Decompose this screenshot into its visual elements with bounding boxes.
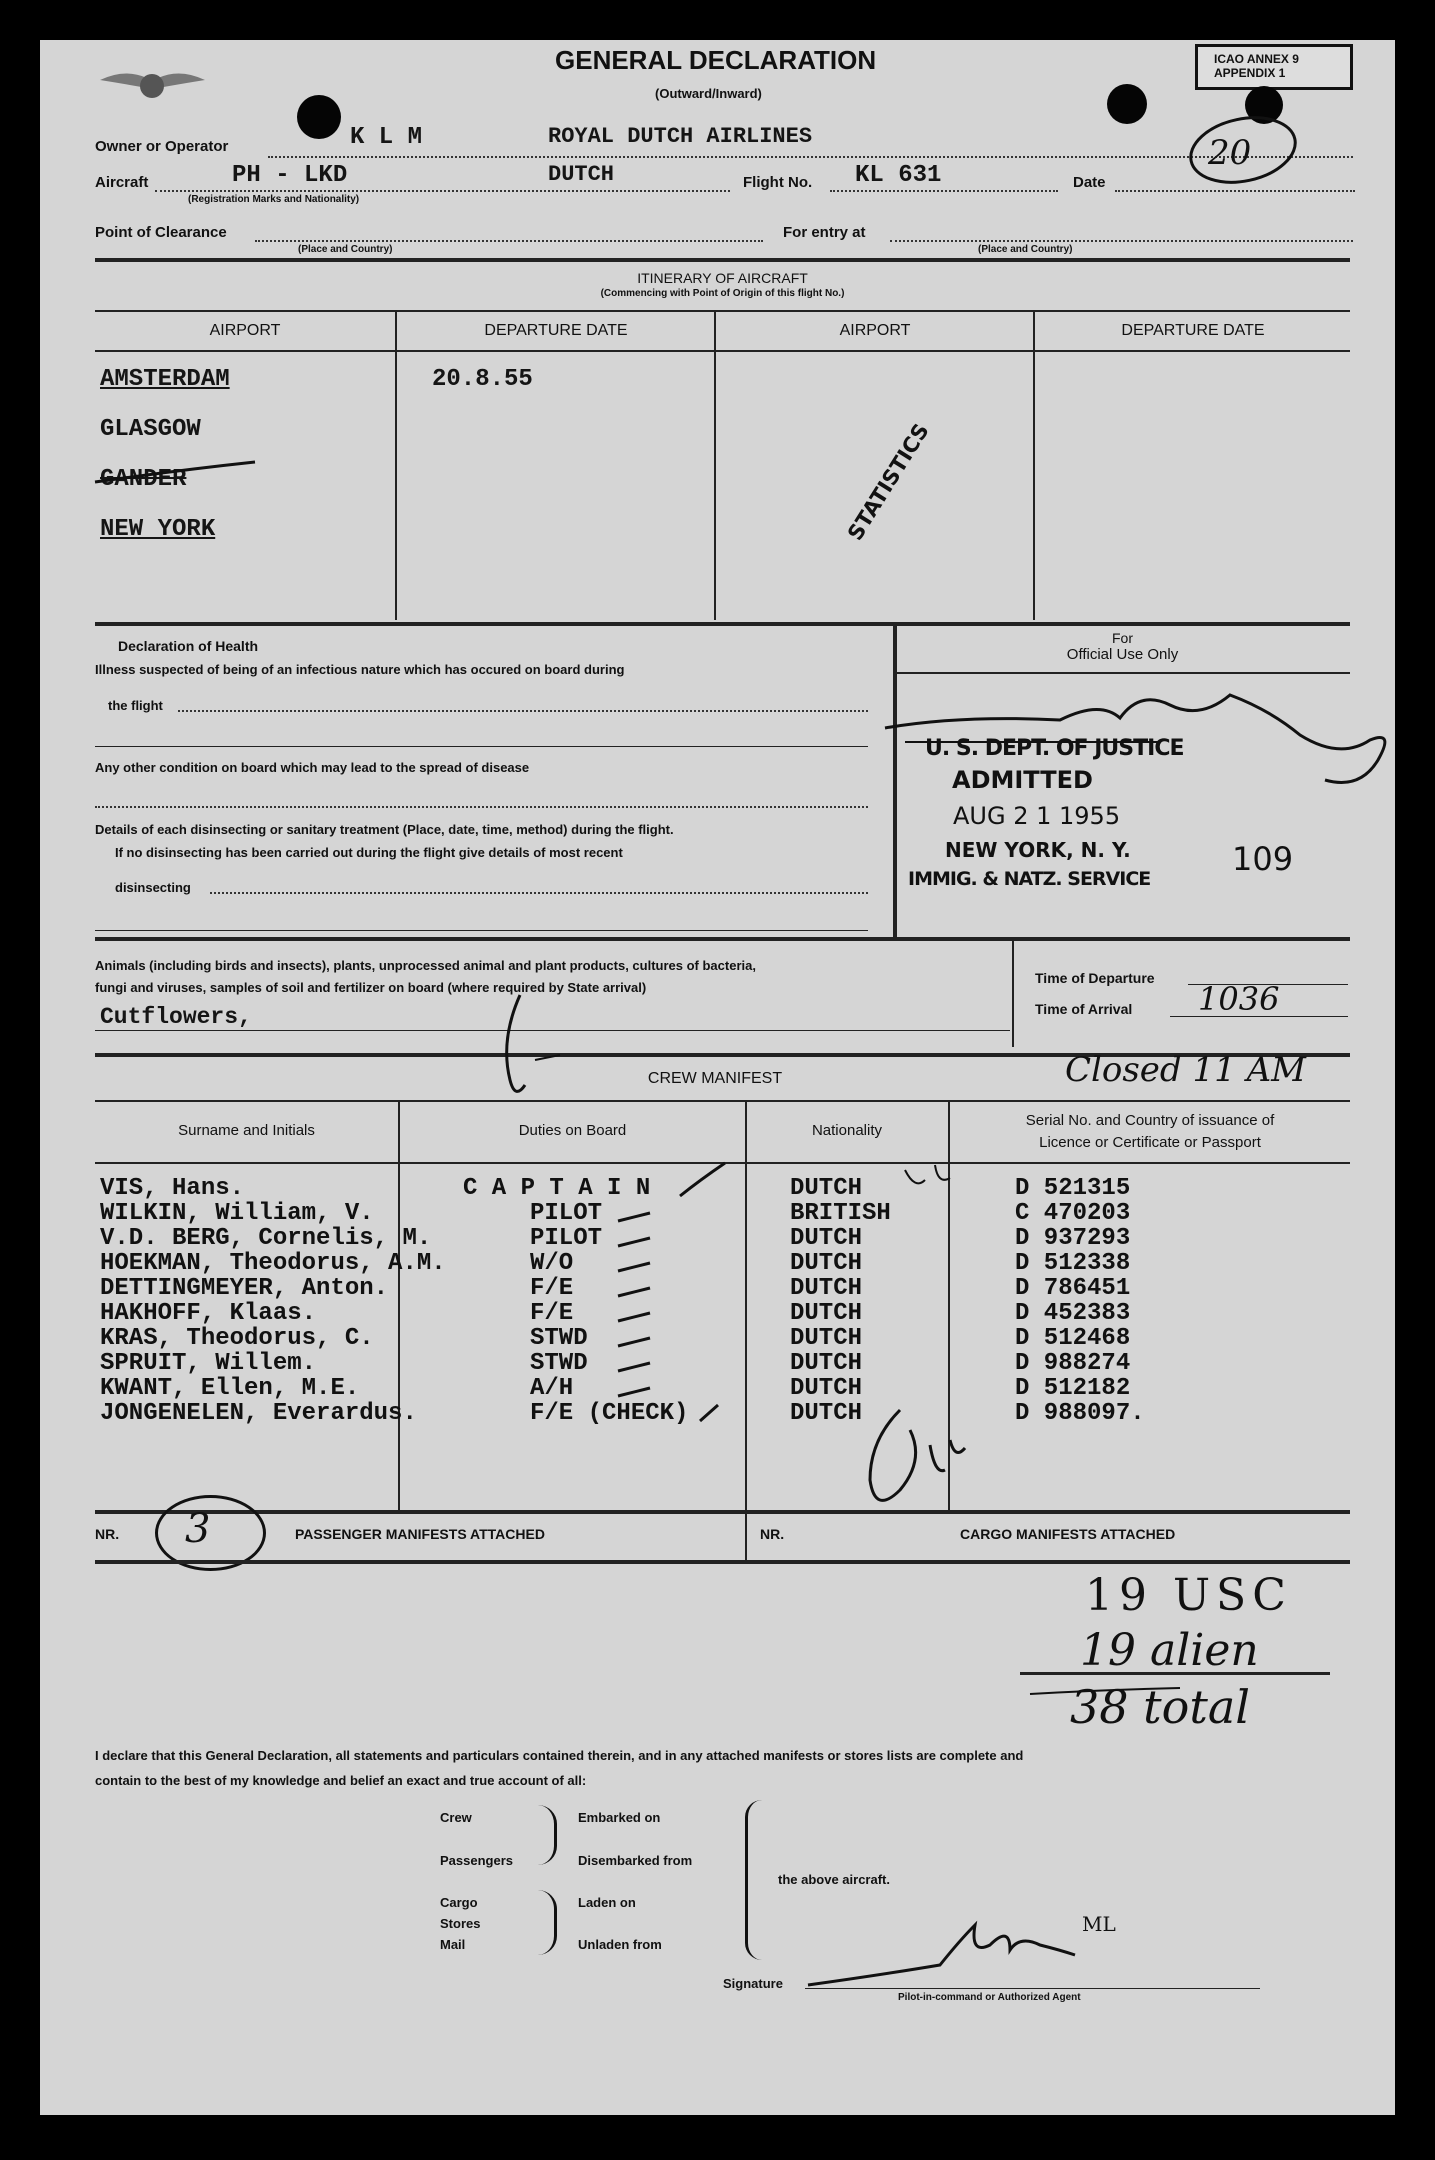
crew-duty: PILOT — [530, 1200, 603, 1227]
signer-note: Pilot-in-command or Authorized Agent — [898, 1992, 1081, 2003]
crew-name: HOEKMAN, Theodorus, A.M. — [100, 1250, 446, 1277]
arrival-time: 1036 — [1198, 980, 1280, 1018]
health-line-1: Illness suspected of being of an infectious nature which has occured on board during — [95, 662, 625, 677]
decl-unladen: Unladen from — [578, 1937, 662, 1952]
crew-duty: STWD — [530, 1325, 588, 1352]
admitted-stamp: ADMITTED — [952, 766, 1093, 794]
date-label: Date — [1073, 174, 1106, 191]
health-title: Declaration of Health — [118, 638, 259, 654]
official-number: 109 — [1232, 840, 1294, 878]
statistics-stamp: STATISTICS — [843, 419, 934, 545]
itinerary-title: ITINERARY OF AIRCRAFT — [637, 270, 808, 286]
crew-serial: D 512338 — [1015, 1250, 1131, 1277]
decl-above-aircraft: the above aircraft. — [778, 1872, 890, 1887]
col-duties: Duties on Board — [518, 1122, 627, 1139]
tally-alien: 19 alien — [1080, 1625, 1259, 1676]
owner-name: ROYAL DUTCH AIRLINES — [548, 124, 813, 149]
health-line-3: Details of each disinsecting or sanitary treatment (Place, date, time, method) during the flight. — [95, 822, 674, 837]
crew-row — [55, 1325, 1355, 1350]
cargo-manifests-label: CARGO MANIFESTS ATTACHED — [960, 1526, 1176, 1542]
arrival-time-label: Time of Arrival — [1035, 1001, 1133, 1017]
brace — [538, 1805, 557, 1865]
col-nationality: Nationality — [811, 1122, 883, 1139]
crew-serial: D 512182 — [1015, 1375, 1131, 1402]
crew-row — [55, 1275, 1355, 1300]
punch-hole — [1245, 86, 1283, 124]
health-line-1b: the flight — [108, 698, 163, 713]
crew-name: V.D. BERG, Cornelis, M. — [100, 1225, 432, 1252]
departure-date: 20.8.55 — [432, 366, 533, 393]
col-surname: Surname and Initials — [178, 1122, 315, 1139]
stamp-city: NEW YORK, N. Y. — [945, 838, 1131, 862]
flight-number: KL 631 — [855, 162, 942, 189]
aircraft-nationality: DUTCH — [548, 162, 615, 187]
stamp-date: AUG 2 1 1955 — [953, 802, 1121, 830]
crew-nationality: DUTCH — [790, 1375, 863, 1402]
stamp-service: IMMIG. & NATZ. SERVICE — [908, 868, 1151, 890]
crew-duty: F/E — [530, 1275, 574, 1302]
decl-laden: Laden on — [578, 1895, 636, 1910]
itinerary-airport: AMSTERDAM — [100, 366, 230, 393]
form-subtitle: (Outward/Inward) — [655, 86, 762, 101]
crew-serial: D 937293 — [1015, 1225, 1131, 1252]
departure-time-label: Time of Departure — [1035, 970, 1155, 986]
passenger-manifests-label: PASSENGER MANIFESTS ATTACHED — [295, 1526, 545, 1542]
crew-row — [55, 1200, 1355, 1225]
crew-name: KRAS, Theodorus, C. — [100, 1325, 374, 1352]
crew-nationality: DUTCH — [790, 1325, 863, 1352]
crew-row — [55, 1375, 1355, 1400]
crew-row — [55, 1300, 1355, 1325]
decl-passengers: Passengers — [440, 1853, 513, 1868]
crew-serial: D 512468 — [1015, 1325, 1131, 1352]
aircraft-label: Aircraft — [95, 174, 149, 191]
flight-number-label: Flight No. — [743, 174, 813, 191]
official-for: For — [1112, 630, 1133, 646]
itinerary-airport: GLASGOW — [100, 416, 201, 443]
itinerary-airport: NEW YORK — [100, 516, 216, 543]
date-handwritten: 20 — [1208, 133, 1252, 173]
crew-name: VIS, Hans. — [100, 1175, 245, 1202]
health-line-2: Any other condition on board which may lead to the spread of disease — [95, 760, 530, 775]
animals-text-2: fungi and viruses, samples of soil and fertilizer on board (where required by State arrival) — [95, 980, 647, 995]
crew-nationality: DUTCH — [790, 1250, 863, 1277]
col-airport-2: AIRPORT — [839, 322, 911, 339]
wings-logo — [95, 62, 210, 107]
crew-nationality: DUTCH — [790, 1275, 863, 1302]
crew-duty: W/O — [530, 1250, 574, 1277]
crew-manifest-title: CREW MANIFEST — [647, 1070, 783, 1087]
crew-row — [55, 1350, 1355, 1375]
tally-total: 38 total — [1070, 1680, 1250, 1734]
crew-name: HAKHOFF, Klaas. — [100, 1300, 317, 1327]
col-serial-2: Licence or Certificate or Passport — [1039, 1134, 1261, 1151]
itinerary-subtitle: (Commencing with Point of Origin of this flight No.) — [600, 288, 845, 299]
punch-hole — [1107, 84, 1147, 124]
registration-note: (Registration Marks and Nationality) — [188, 194, 360, 205]
decl-stores: Stores — [440, 1916, 481, 1931]
crew-serial: D 786451 — [1015, 1275, 1131, 1302]
animals-value: Cutflowers, — [100, 1004, 252, 1030]
crew-serial: D 452383 — [1015, 1300, 1131, 1327]
passenger-manifest-count: 3 — [185, 1506, 211, 1552]
closed-note: Closed 11 AM — [1065, 1050, 1306, 1090]
crew-name: JONGENELEN, Everardus. — [100, 1400, 417, 1427]
crew-serial: D 988274 — [1015, 1350, 1131, 1377]
decl-cargo: Cargo — [440, 1895, 478, 1910]
crew-row — [55, 1250, 1355, 1275]
crew-row — [55, 1400, 1355, 1425]
crew-duty: STWD — [530, 1350, 588, 1377]
declaration-text-2: contain to the best of my knowledge and belief an exact and true account of all: — [95, 1773, 587, 1788]
health-line-3c: disinsecting — [115, 880, 191, 895]
crew-serial: C 470203 — [1015, 1200, 1131, 1227]
official-use-label: Official Use Only — [1066, 646, 1179, 663]
decl-embarked: Embarked on — [578, 1810, 661, 1825]
crew-row — [55, 1225, 1355, 1250]
signature-initials: ML — [1082, 1912, 1116, 1936]
crew-duty: F/E — [530, 1300, 574, 1327]
crew-nationality: BRITISH — [790, 1200, 891, 1227]
crew-name: KWANT, Ellen, M.E. — [100, 1375, 360, 1402]
annex-box: ICAO ANNEX 9 APPENDIX 1 — [1195, 44, 1353, 90]
crew-duty: C A P T A I N — [463, 1175, 651, 1202]
crew-serial: D 988097. — [1015, 1400, 1145, 1427]
crew-nationality: DUTCH — [790, 1225, 863, 1252]
col-departure-2: DEPARTURE DATE — [1121, 322, 1265, 339]
owner-label: Owner or Operator — [95, 138, 229, 155]
decl-mail: Mail — [440, 1937, 466, 1952]
cargo-nr-label: NR. — [760, 1526, 785, 1542]
animals-text-1: Animals (including birds and insects), plants, unprocessed animal and plant products, cultures of bacteria, — [95, 958, 756, 973]
immigration-stamp-line: U. S. DEPT. OF JUSTICE — [925, 736, 1184, 761]
crew-nationality: DUTCH — [790, 1400, 863, 1427]
crew-duty: F/E (CHECK) — [530, 1400, 689, 1427]
point-of-clearance-label: Point of Clearance — [95, 224, 227, 241]
aircraft-registration: PH - LKD — [232, 162, 348, 189]
entry-label: For entry at — [783, 224, 866, 241]
declaration-text-1: I declare that this General Declaration, all statements and particulars contained therein, and in any attached manifests or stores lists are complete and — [95, 1748, 1024, 1763]
crew-name: DETTINGMEYER, Anton. — [100, 1275, 389, 1302]
col-airport-1: AIRPORT — [209, 322, 281, 339]
decl-disembarked: Disembarked from — [578, 1853, 693, 1868]
owner-code: K L M — [350, 124, 423, 151]
crew-duty: PILOT — [530, 1225, 603, 1252]
brace — [745, 1800, 762, 1960]
crew-serial: D 521315 — [1015, 1175, 1131, 1202]
punch-hole — [297, 95, 341, 139]
signature-label: Signature — [723, 1976, 783, 1991]
itinerary-airport: GANDER — [100, 466, 187, 493]
crew-duty: A/H — [530, 1375, 574, 1402]
crew-name: SPRUIT, Willem. — [100, 1350, 317, 1377]
crew-nationality: DUTCH — [790, 1350, 863, 1377]
brace — [538, 1890, 557, 1955]
health-line-3b: If no disinsecting has been carried out during the flight give details of most recent — [115, 845, 623, 860]
col-serial-1: Serial No. and Country of issuance of — [1025, 1112, 1275, 1129]
crew-row — [55, 1175, 1355, 1200]
passenger-nr-label: NR. — [95, 1526, 120, 1542]
crew-name: WILKIN, William, V. — [100, 1200, 374, 1227]
decl-crew: Crew — [440, 1810, 472, 1825]
crew-nationality: DUTCH — [790, 1300, 863, 1327]
col-departure-1: DEPARTURE DATE — [484, 322, 628, 339]
crew-nationality: DUTCH — [790, 1175, 863, 1202]
form-title: GENERAL DECLARATION — [555, 45, 877, 75]
tally-usc: 19 USC — [1085, 1570, 1292, 1621]
